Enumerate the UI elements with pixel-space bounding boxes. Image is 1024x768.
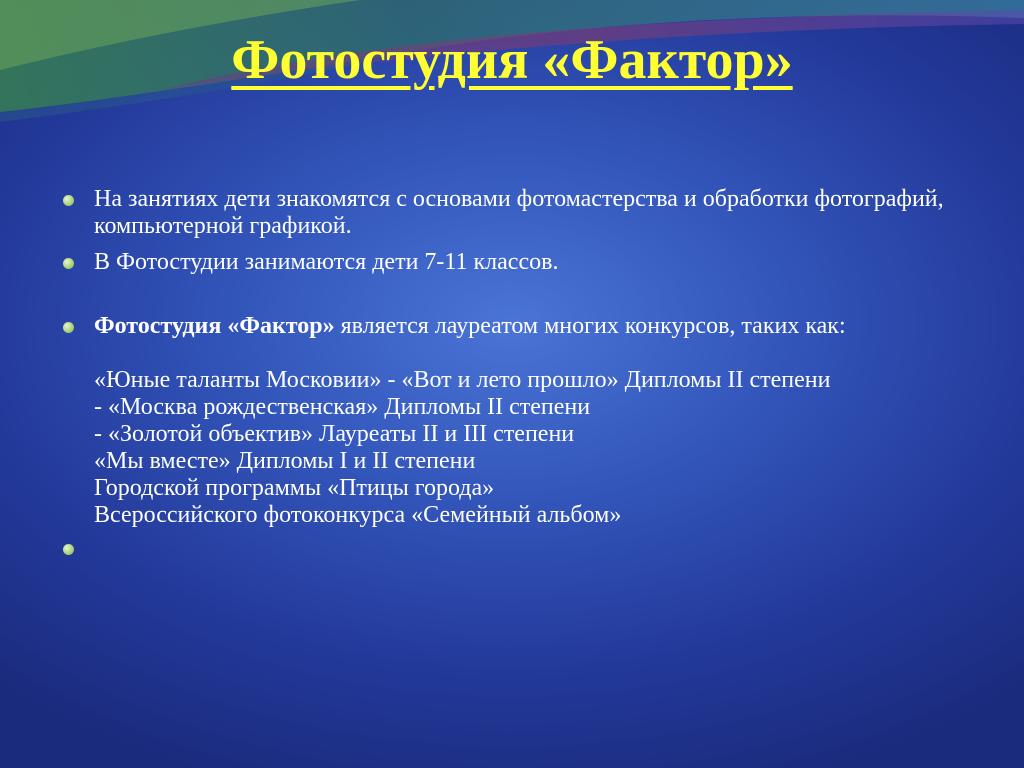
bullet-text: В Фотостудии занимаются дети 7-11 классов. xyxy=(94,249,559,275)
bullet-dot-icon xyxy=(63,195,74,206)
list-item xyxy=(62,186,962,240)
bullet-text: На занятиях дети знакомятся с основами фотомастерства и обработки фотографий, компьютерной графикой. xyxy=(94,186,944,239)
award-line: Всероссийского фотоконкурса «Семейный альбом» xyxy=(94,502,622,528)
list-item-empty xyxy=(62,535,962,562)
list-item xyxy=(62,249,962,276)
bullet-dot-icon xyxy=(63,322,74,333)
award-line: - «Москва рождественская» Дипломы II степени xyxy=(94,394,591,420)
bullet-dot-icon xyxy=(63,258,74,269)
award-line: «Мы вместе» Дипломы I и II степени xyxy=(94,448,476,474)
bullet-list xyxy=(62,186,962,562)
list-item xyxy=(62,313,962,529)
studio-name: Фотостудия «Фактор» xyxy=(94,313,335,339)
award-line: - «Золотой объектив» Лауреаты II и III степени xyxy=(94,421,575,447)
award-line: «Юные таланты Московии» - «Вот и лето прошло» Дипломы II степени xyxy=(94,367,831,393)
bullet-dot-icon xyxy=(63,544,74,555)
slide-title: Фотостудия «Фактор» xyxy=(231,29,793,91)
award-line: Городской программы «Птицы города» xyxy=(94,475,495,501)
bullet-text: является лауреатом многих конкурсов, таких как: xyxy=(334,313,846,339)
